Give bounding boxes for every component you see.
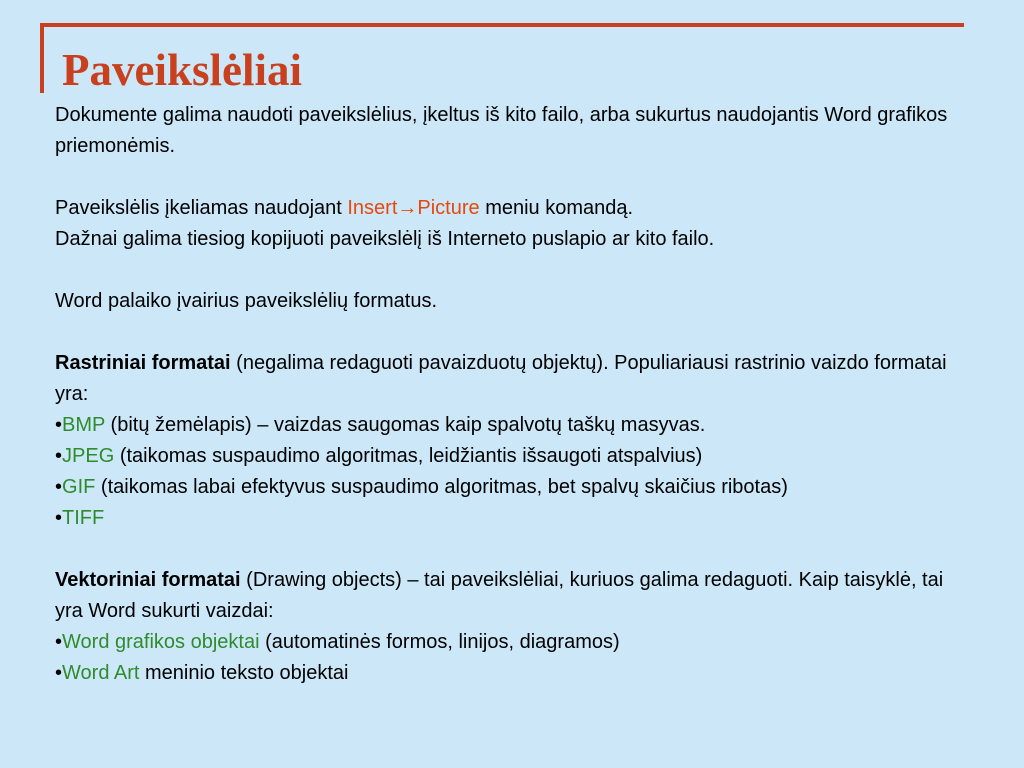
format-desc-gif: (taikomas labai efektyvus suspaudimo algoritmas, bet spalvų skaičius ribotas) [95, 476, 788, 498]
format-name-tiff: TIFF [62, 507, 105, 529]
vector-text: (Drawing objects) – tai paveikslėliai, kuriuos galima redaguoti. Kaip taisyklė, tai yra Word sukurti vaizdai: [55, 569, 944, 622]
list-item [55, 410, 975, 441]
format-name-bmp: BMP [62, 414, 105, 436]
bullet: • [55, 507, 63, 529]
intro-paragraph: Dokumente galima naudoti paveikslėlius, įkeltus iš kito failo, arba sukurtus naudojantis Word grafikos priemonėmis. [55, 104, 948, 157]
list-item [55, 503, 975, 534]
format-desc-jpeg: (taikomas suspaudimo algoritmas, leidžiantis išsaugoti atspalvius) [114, 445, 703, 467]
format-desc-word-graphics: (automatinės formos, linijos, diagramos) [259, 631, 620, 653]
list-item [55, 472, 975, 503]
list-item [55, 627, 975, 658]
list-item [55, 441, 975, 472]
bullet: • [55, 662, 63, 684]
raster-heading: Rastriniai formatai [55, 352, 231, 374]
format-desc-bmp: (bitų žemėlapis) – vaizdas saugomas kaip spalvotų taškų masyvas. [105, 414, 706, 436]
vector-heading: Vektoriniai formatai [55, 569, 241, 591]
bullet: • [55, 476, 63, 498]
bullet: • [55, 631, 63, 653]
insert-paragraph [55, 193, 975, 224]
insert-text-before: Paveikslėlis įkeliamas naudojant [55, 197, 348, 219]
bullet: • [55, 445, 63, 467]
title-frame-top-line [40, 23, 964, 27]
format-name-word-art: Word Art [62, 662, 140, 684]
copy-paragraph: Dažnai galima tiesiog kopijuoti paveikslėlį iš Interneto puslapio ar kito failo. [55, 228, 715, 250]
formats-paragraph: Word palaiko įvairius paveikslėlių formatus. [55, 290, 438, 312]
list-item [55, 658, 975, 689]
slide-title: Paveikslėliai [62, 45, 302, 95]
raster-paragraph [55, 348, 975, 410]
format-name-gif: GIF [62, 476, 96, 498]
raster-text: (negalima redaguoti pavaizduotų objektų). Populiariausi rastrinio vaizdo formatai yra: [55, 352, 947, 405]
vector-paragraph [55, 565, 975, 627]
slide-body [55, 100, 975, 689]
insert-text-after: meniu komandą. [479, 197, 634, 219]
insert-picture-command: Insert→Picture [347, 197, 480, 219]
format-desc-word-art: meninio teksto objektai [139, 662, 349, 684]
bullet: • [55, 414, 63, 436]
format-name-word-graphics: Word grafikos objektai [62, 631, 260, 653]
title-frame-left-line [40, 23, 44, 93]
format-name-jpeg: JPEG [62, 445, 115, 467]
